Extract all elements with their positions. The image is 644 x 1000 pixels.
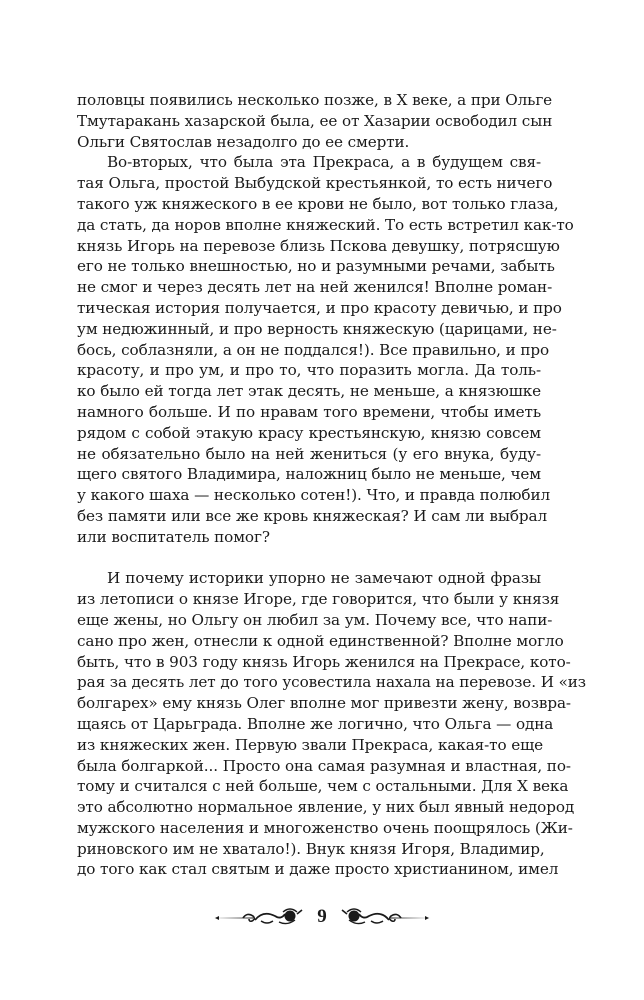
page-footer <box>0 897 644 937</box>
text-line: быть, что в 903 году князь Игорь женился на Прекрасе, кото- <box>77 652 571 671</box>
text-line: у какого шаха — несколько сотен!). Что, и правда полюбил <box>77 486 551 505</box>
text-line: его не только внешностью, но и разумными речами, забыть <box>77 257 555 276</box>
paragraph <box>77 90 553 152</box>
text-line: не смог и через десять лет на ней женился! Вполне роман- <box>77 278 553 297</box>
text-line: князь Игорь на перевозе близь Пскова девушку, потрясшую <box>77 236 560 255</box>
text-line: из княжеских жен. Первую звали Прекраса, какая-то еще <box>77 735 544 754</box>
text-line: Тмутаракань хазарской была, ее от Хазарии освободил сын <box>77 111 553 130</box>
text-line: половцы появились несколько позже, в X веке, а при Ольге <box>77 91 553 109</box>
paragraph-spacer <box>77 548 541 569</box>
text-line: сано про жен, отнесли к одной единственной? Вполне могло <box>77 631 564 650</box>
text-line: болгарех» ему князь Олег вполне мог привезти жену, возвра- <box>77 694 571 713</box>
text-line: мужского населения и многоженство очень поощрялось (Жи- <box>77 818 573 837</box>
body-text <box>77 90 586 880</box>
text-line: красоту, и про ум, и про то, что поразить могла. Да толь- <box>77 361 541 380</box>
paragraph <box>77 568 586 880</box>
text-line: не обязательно было на ней жениться (у его внука, буду- <box>77 444 541 463</box>
text-line: тическая история получается, и про красоту девичью, и про <box>77 298 562 317</box>
text-line: намного больше. И по нравам того времени, чтобы иметь <box>77 402 541 421</box>
text-line: тому и считался с ней больше, чем с остальными. Для X века <box>77 777 569 796</box>
text-line: щаясь от Царьграда. Вполне же логично, что Ольга — одна <box>77 714 554 733</box>
text-line: ум недюжинный, и про верность княжескую (царицами, не- <box>77 319 557 338</box>
text-line: И почему историки упорно не замечают одной фразы <box>107 569 541 588</box>
text-line: рая за десять лет до того усовестила нахала на перевозе. И «из <box>77 673 586 692</box>
flourish-ornament-left-icon <box>213 906 303 928</box>
text-line: до того как стал святым и даже просто христианином, имел <box>77 860 559 879</box>
text-line: без памяти или все же кровь княжеская? И сам ли выбрал <box>77 506 547 525</box>
text-line: это абсолютно нормальное явление, у них был явный недород <box>77 798 575 817</box>
text-line: бось, соблазняли, а он не поддался!). Все правильно, и про <box>77 340 550 359</box>
text-line: еще жены, но Ольгу он любил за ум. Почему все, что напи- <box>77 610 553 629</box>
flourish-ornament-right-icon <box>341 906 431 928</box>
text-line: Во-вторых, что была эта Прекраса, а в будущем свя- <box>107 153 541 172</box>
text-line: щего святого Владимира, наложниц было не меньше, чем <box>77 465 542 484</box>
paragraph <box>77 152 574 547</box>
text-line: была болгаркой... Просто она самая разумная и властная, по- <box>77 756 571 775</box>
page-number: 9 <box>317 906 327 927</box>
text-line: да стать, да норов вполне княжеский. То есть встретил как-то <box>77 215 574 234</box>
text-line: риновского им не хватало!). Внук князя Игоря, Владимир, <box>77 839 545 858</box>
text-line: Ольги Святослав незадолго до ее смерти. <box>77 132 410 151</box>
text-line: такого уж княжеского в ее крови не было, вот только глаза, <box>77 194 559 213</box>
text-line: из летописи о князе Игоре, где говорится, что были у князя <box>77 590 560 609</box>
text-line: рядом с собой этакую красу крестьянскую, князю совсем <box>77 423 541 442</box>
text-line: или воспитатель помог? <box>77 527 270 546</box>
text-line: тая Ольга, простой Выбудской крестьянкой, то есть ничего <box>77 174 553 193</box>
text-line: ко было ей тогда лет этак десять, не меньше, а князюшке <box>77 382 541 401</box>
